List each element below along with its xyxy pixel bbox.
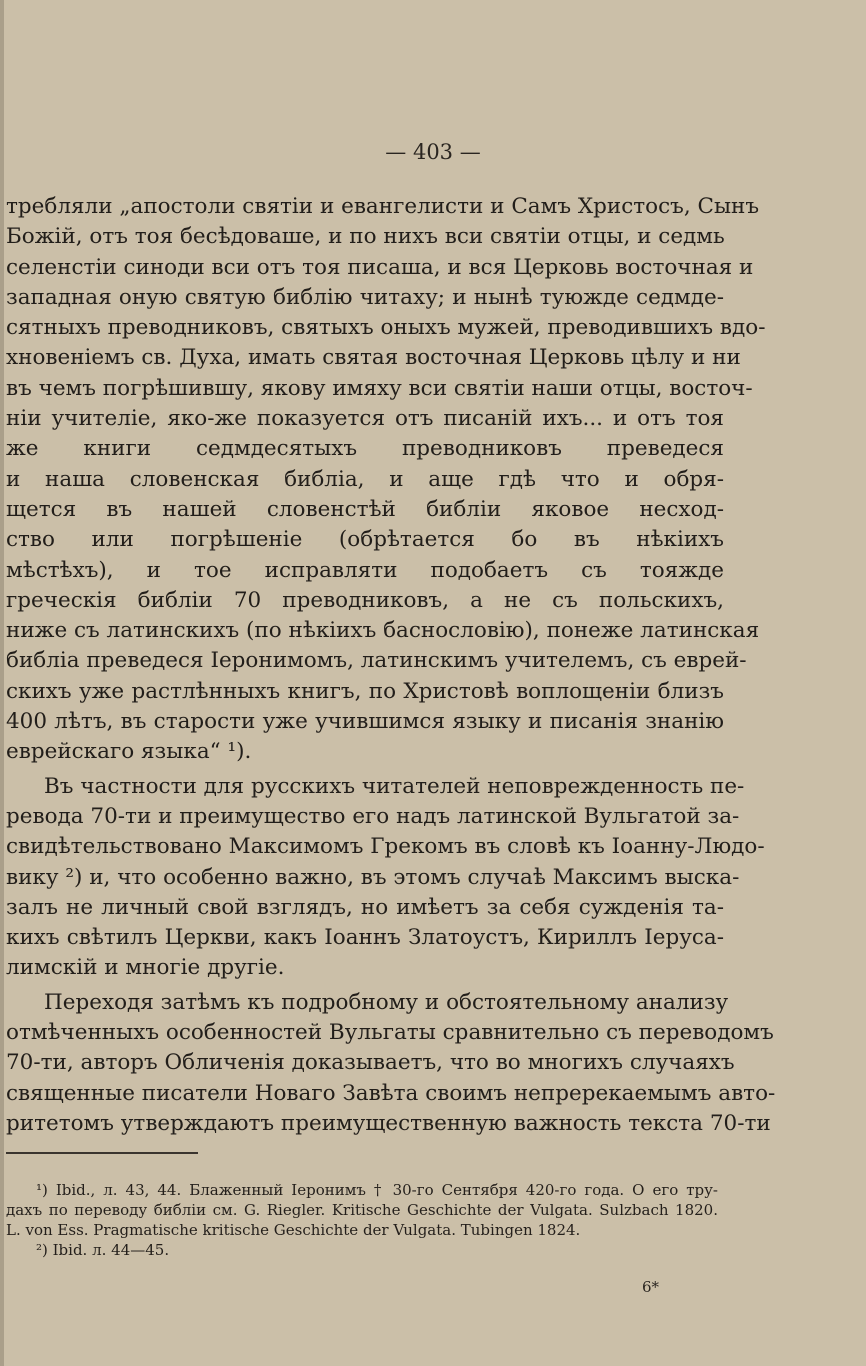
text-line: же книги седмдесятыхъ преводниковъ преведеся (6, 436, 724, 462)
text-line: въ чемъ погрѣшившу, якову имяху вси святіи наши отцы, восточ- (6, 375, 753, 401)
text-line: ниже съ латинскихъ (по нѣкіихъ баснословію), понеже латинская (6, 618, 760, 644)
footnotes (6, 1180, 718, 1260)
text-line: мѣстѣхъ), и тое исправляти подобаетъ съ тояжде (6, 557, 724, 583)
footnote-line: ¹) Ibid., л. 43, 44. Блаженный Іеронимъ † 30-го Сентября 420-го года. О его тру- (36, 1181, 718, 1199)
text-line: скихъ уже растлѣнныхъ книгъ, по Христовѣ воплощеніи близъ (6, 678, 724, 704)
text-line: свидѣтельствовано Максимомъ Грекомъ въ словѣ къ Іоанну-Людо- (6, 834, 765, 860)
text-line: ревода 70-ти и преимущество его надъ латинской Вульгатой за- (6, 803, 740, 829)
text-line: требляли „апостоли святіи и евангелисти и Самъ Христосъ, Сынъ (6, 194, 760, 219)
text-line: отмѣченныхъ особенностей Вульгаты сравнительно съ переводомъ (6, 1020, 774, 1046)
footnote-line: ²) Ibid. л. 44—45. (36, 1241, 170, 1259)
paragraph-3 (6, 988, 776, 1139)
text-line: 70-ти, авторъ Обличенія доказываетъ, что во многихъ случаяхъ (6, 1050, 735, 1076)
text-line: залъ не личный свой взглядъ, но имѣетъ за себя сужденія та- (6, 894, 724, 920)
page-number: — 403 — (385, 140, 481, 164)
text-line: селенстіи синоди вси отъ тоя писаша, и вся Церковь восточная и (6, 254, 754, 280)
footnote-line: дахъ по переводу библіи см. G. Riegler. Kritische Geschichte der Vulgata. Sulzbach 1820. (6, 1201, 718, 1219)
footnote-divider (6, 1152, 198, 1154)
footnote-2 (6, 1240, 718, 1260)
text-line: Переходя затѣмъ къ подробному и обстоятельному анализу (44, 989, 729, 1015)
footnote-line: L. von Ess. Pragmatische kritische Geschichte der Vulgata. Tubingen 1824. (6, 1221, 581, 1239)
text-line: ство или погрѣшеніе (обрѣтается бо въ нѣкіихъ (6, 527, 724, 553)
text-line: вику ²) и, что особенно важно, въ этомъ случаѣ Максимъ выска- (6, 864, 740, 890)
text-line: Въ частности для русскихъ читателей неповрежденность пе- (44, 773, 745, 799)
text-line: священные писатели Новаго Завѣта своимъ непререкаемымъ авто- (6, 1080, 776, 1106)
text-line: ритетомъ утверждаютъ преимущественную важность текста 70-ти (6, 1110, 771, 1136)
text-line: западная оную святую библію читаху; и нынѣ туюжде седмде- (6, 284, 724, 310)
signature-mark: 6* (642, 1278, 660, 1296)
text-line: Божій, отъ тоя бесѣдоваше, и по нихъ вси святіи отцы, и седмь (6, 224, 725, 250)
text-line: и наша словенская библіа, и аще гдѣ что и обря- (6, 466, 724, 492)
text-line: еврейскаго языка“ ¹). (6, 739, 252, 765)
text-line: библіа преведеся Іеронимомъ, латинскимъ учителемъ, съ еврей- (6, 648, 747, 674)
text-line: 400 лѣтъ, въ старости уже учившимся языку и писанія знанію (6, 709, 724, 735)
page-edge-shadow (0, 0, 4, 1366)
paragraph-2 (6, 772, 765, 984)
paragraph-1 (6, 192, 766, 768)
text-line: сятныхъ преводниковъ, святыхъ оныхъ мужей, преводившихъ вдо- (6, 315, 766, 341)
text-line: ніи учителіе, яко-же показуется отъ писаній ихъ... и отъ тоя (6, 406, 724, 432)
main-text (6, 188, 776, 1139)
footnote-1 (6, 1180, 718, 1240)
text-line: лимскій и многіе другіе. (6, 955, 285, 981)
text-line: кихъ свѣтилъ Церкви, какъ Іоаннъ Златоустъ, Кириллъ Іеруса- (6, 925, 724, 951)
text-line: греческія библіи 70 преводниковъ, а не съ польскихъ, (6, 587, 724, 613)
text-line: хновеніемъ св. Духа, имать святая восточная Церковь цѣлу и ни (6, 345, 741, 371)
text-line: щется въ нашей словенстѣй библіи яковое несход- (6, 496, 724, 522)
